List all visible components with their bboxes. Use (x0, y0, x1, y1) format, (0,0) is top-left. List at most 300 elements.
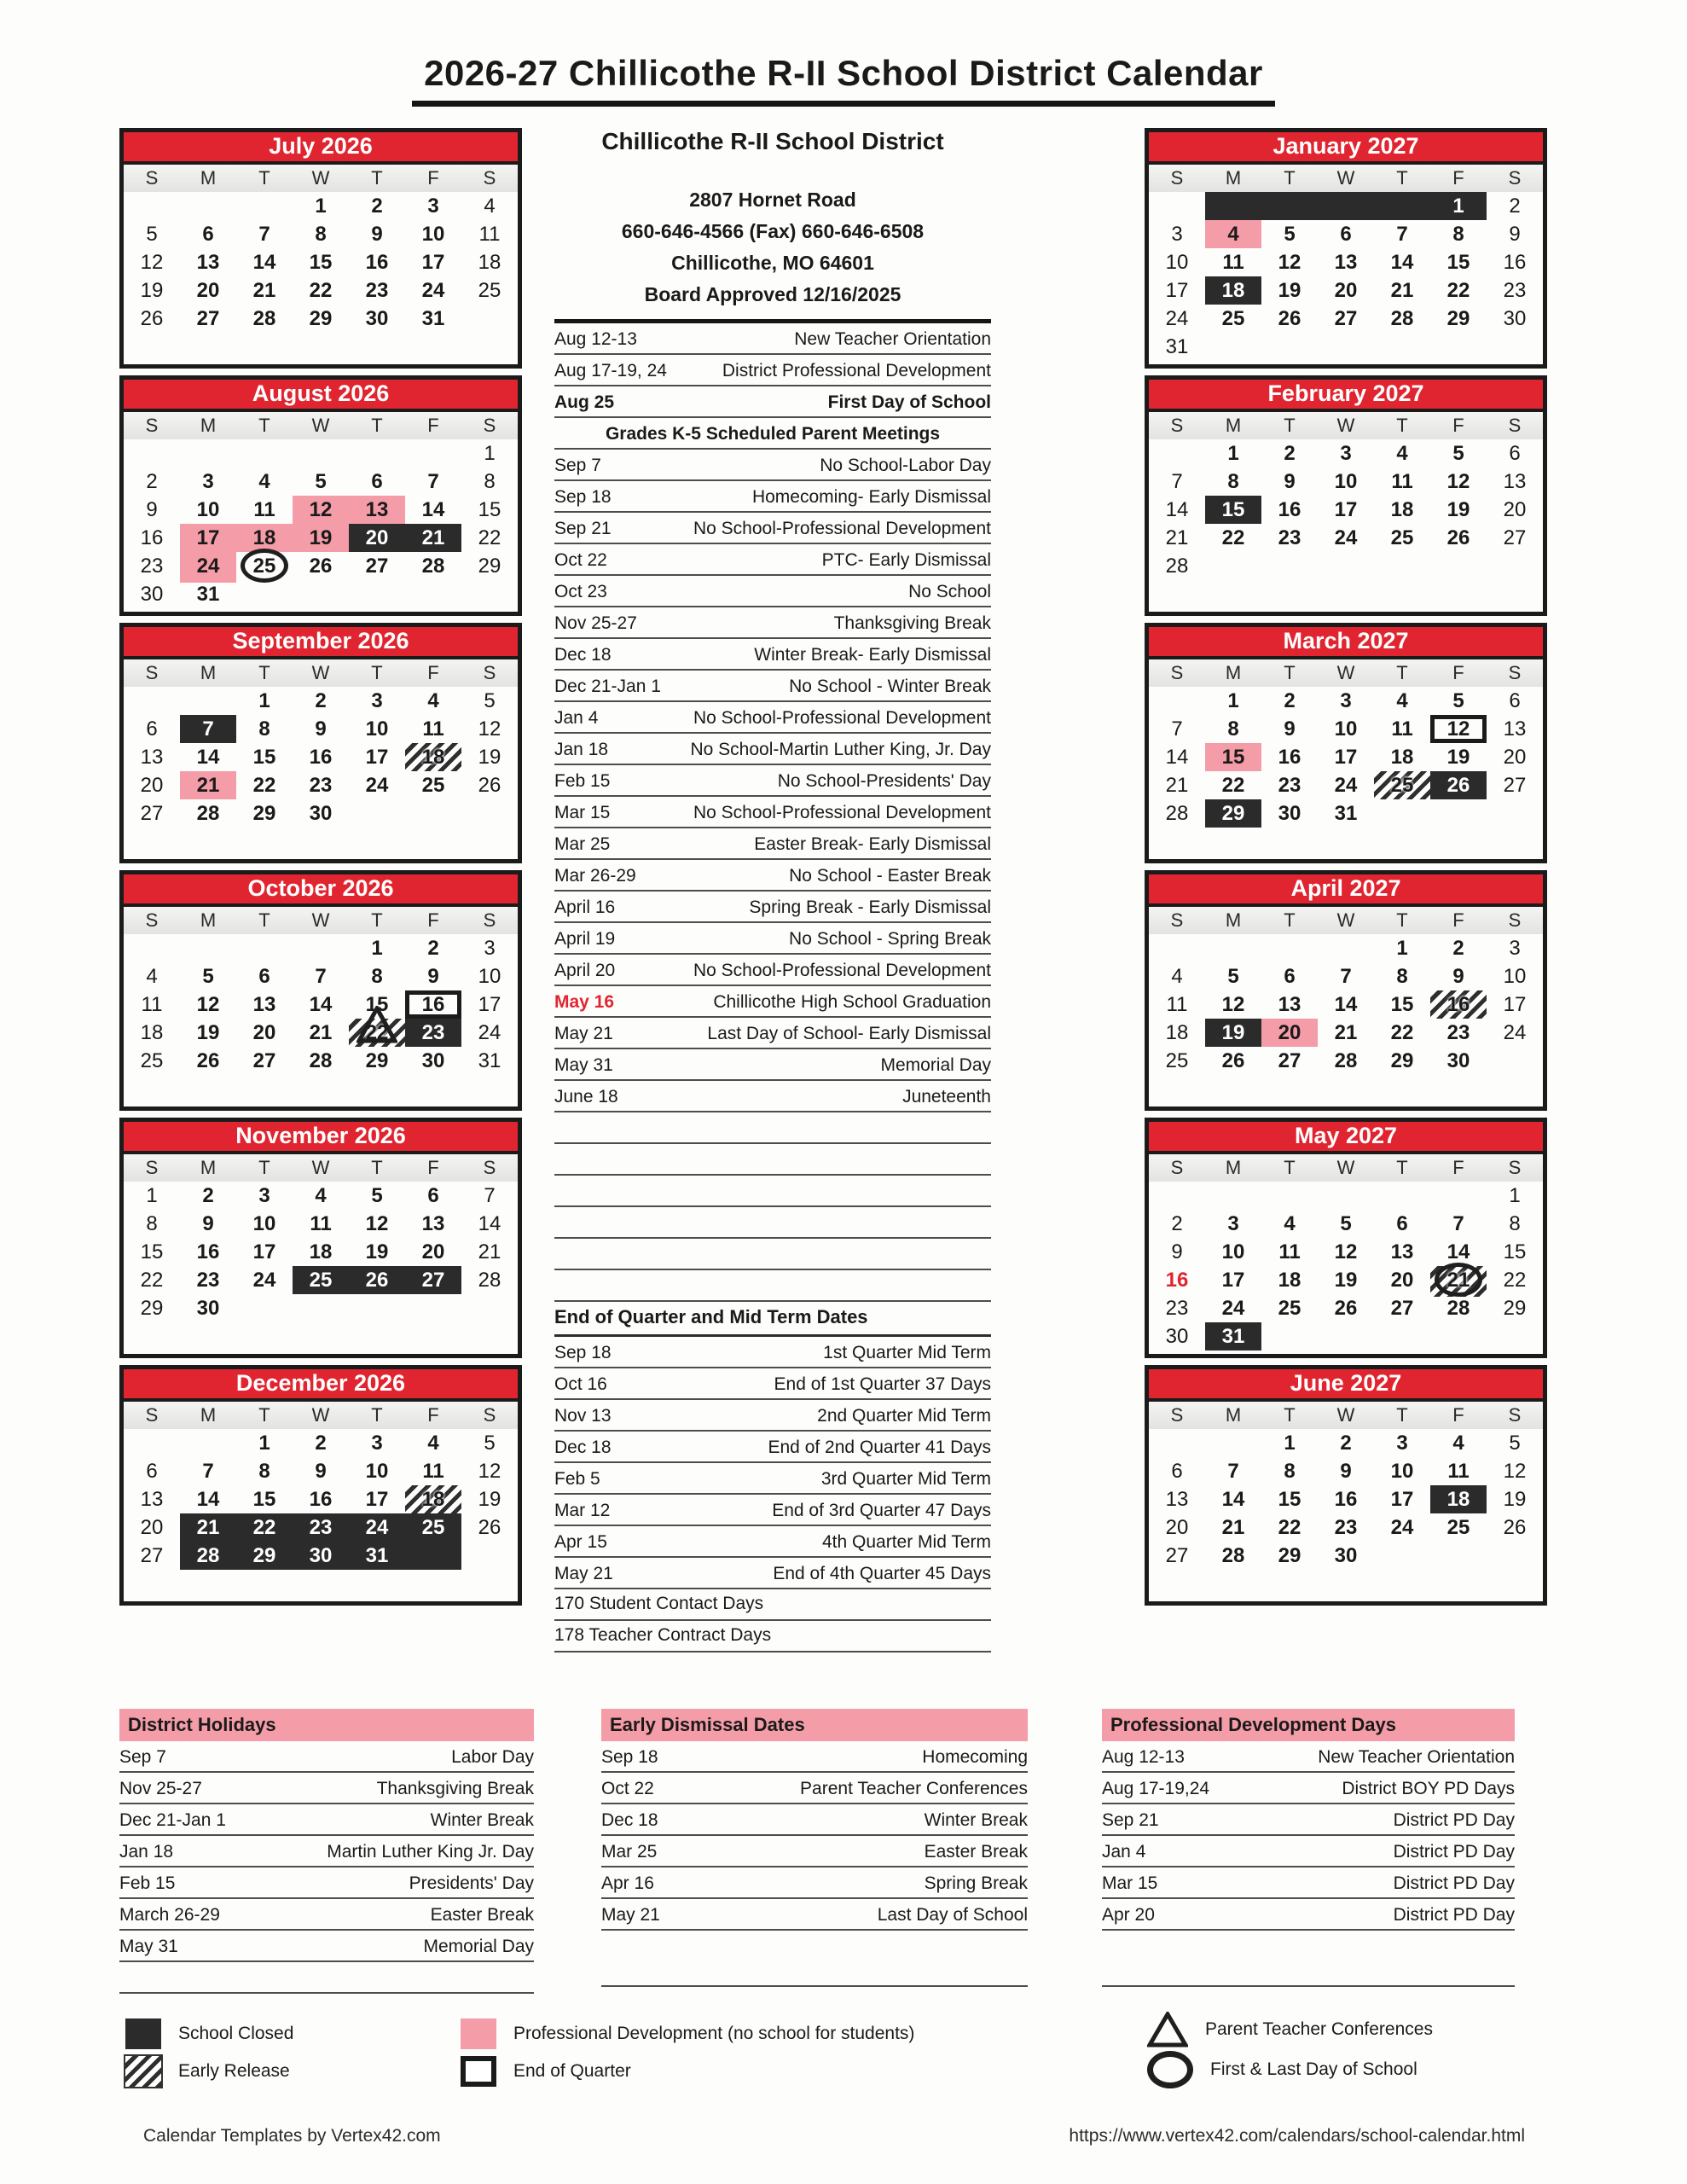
weekday-label: T (258, 1157, 270, 1178)
month-title: January 2027 (1149, 132, 1543, 165)
event-row (554, 513, 991, 544)
day-number: 3 (371, 1432, 383, 1455)
day-number: 21 (309, 1021, 333, 1044)
day-cell (1261, 333, 1318, 361)
event-date: April 19 (554, 929, 616, 949)
day-cell (236, 1570, 293, 1598)
weekday-label: T (371, 167, 383, 189)
day-number: 17 (1390, 1488, 1414, 1511)
week-row (1149, 333, 1543, 361)
first-last-day-oval-icon (1147, 2051, 1193, 2088)
event-description: No School - Winter Break (789, 677, 991, 696)
weekday-label: F (427, 1157, 439, 1178)
contact-days-totals (554, 1589, 991, 1653)
day-cell (349, 1513, 405, 1542)
day-cell (405, 524, 461, 552)
day-cell (236, 771, 293, 799)
week-row (124, 799, 518, 828)
day-cell (349, 192, 405, 220)
day-number: 29 (1503, 1297, 1527, 1320)
day-cell (1318, 1457, 1374, 1485)
event-row (554, 828, 991, 860)
day-cell (461, 192, 518, 220)
week-row (124, 1019, 518, 1047)
event-description: End of 3rd Quarter 47 Days (772, 1501, 991, 1520)
week-row (1149, 496, 1543, 524)
day-number: 25 (421, 774, 445, 797)
day-number: 23 (1334, 1516, 1358, 1539)
day-cell (1205, 828, 1261, 856)
day-cell (124, 524, 180, 552)
day-number: 22 (1390, 1021, 1414, 1044)
day-cell (1487, 1570, 1543, 1598)
event-date: Aug 25 (554, 392, 615, 412)
day-number: 7 (427, 470, 439, 493)
day-cell (1205, 1047, 1261, 1075)
day-number: 4 (315, 1184, 327, 1207)
event-row (1102, 1804, 1515, 1836)
day-number: 25 (1221, 307, 1245, 330)
day-cell (1430, 715, 1487, 743)
day-number: 10 (1221, 1240, 1245, 1263)
day-cell (293, 333, 349, 361)
day-cell (461, 524, 518, 552)
week-row (124, 1322, 518, 1350)
day-number: 24 (252, 1269, 276, 1292)
day-cell (293, 496, 349, 524)
event-row (554, 450, 991, 481)
month-title: June 2027 (1149, 1369, 1543, 1402)
day-number: 8 (258, 717, 270, 741)
week-row (1149, 771, 1543, 799)
week-row (1149, 552, 1543, 580)
event-description: Thanksgiving Break (833, 613, 991, 633)
month-calendar-march-2027 (1145, 623, 1547, 863)
day-cell (1430, 962, 1487, 990)
day-number: 15 (309, 251, 333, 274)
day-number: 12 (1446, 470, 1470, 493)
day-number: 15 (1221, 746, 1245, 769)
day-number: 17 (1334, 746, 1358, 769)
day-cell (1374, 1294, 1430, 1322)
day-number: 16 (1278, 498, 1301, 521)
month-title: November 2026 (124, 1122, 518, 1154)
event-row (554, 765, 991, 797)
day-cell (124, 192, 180, 220)
day-cell (1149, 934, 1205, 962)
weekday-label: S (483, 1404, 496, 1426)
day-cell (180, 580, 236, 608)
day-cell (293, 990, 349, 1019)
day-cell (1205, 276, 1261, 305)
event-date: Oct 22 (601, 1779, 654, 1798)
day-cell (1205, 962, 1261, 990)
day-cell (1261, 1485, 1318, 1513)
legend-professional-development (461, 2018, 914, 2049)
week-row (124, 771, 518, 799)
day-cell (1374, 1210, 1430, 1238)
weekday-label: S (145, 167, 159, 189)
weekday-label: W (311, 909, 330, 931)
event-description: Spring Break (924, 1873, 1028, 1893)
day-number: 22 (252, 774, 276, 797)
event-date: Jan 4 (554, 708, 599, 728)
day-number: 20 (365, 526, 389, 549)
event-row (554, 639, 991, 671)
event-date: Sep 21 (554, 519, 612, 538)
day-cell (405, 248, 461, 276)
day-number: 5 (1452, 689, 1464, 712)
day-cell (405, 828, 461, 856)
center-column (554, 128, 991, 1653)
event-date: Oct 23 (554, 582, 607, 601)
day-cell (1374, 524, 1430, 552)
event-description: No School-Professional Development (693, 708, 991, 728)
weekday-label: W (1336, 909, 1355, 931)
event-row (554, 481, 991, 513)
day-number: 12 (478, 1460, 501, 1483)
day-cell (1374, 934, 1430, 962)
day-number: 2 (1452, 937, 1464, 960)
day-cell (1205, 580, 1261, 608)
day-number: 9 (371, 223, 383, 246)
day-cell (349, 439, 405, 468)
day-cell (1487, 799, 1543, 828)
day-number: 14 (309, 993, 333, 1016)
week-row (124, 715, 518, 743)
day-number: 18 (421, 746, 445, 769)
day-cell (293, 580, 349, 608)
day-cell (1261, 248, 1318, 276)
day-number: 25 (478, 279, 501, 302)
day-cell (405, 1429, 461, 1457)
day-cell (461, 934, 518, 962)
day-cell (461, 1429, 518, 1457)
day-cell (405, 439, 461, 468)
week-row (1149, 1182, 1543, 1210)
day-cell (180, 962, 236, 990)
day-number: 18 (1221, 279, 1245, 302)
weekday-label: S (1170, 1157, 1184, 1178)
day-number: 16 (309, 1488, 333, 1511)
day-cell (1430, 1266, 1487, 1297)
month-calendar-september-2026 (119, 623, 522, 863)
day-number: 7 (1171, 470, 1183, 493)
day-cell (1487, 1238, 1543, 1266)
event-row (119, 1899, 534, 1931)
day-number: 2 (1284, 442, 1296, 465)
day-cell (1261, 1513, 1318, 1542)
day-cell (293, 1238, 349, 1266)
day-number: 30 (1503, 307, 1527, 330)
day-number: 4 (427, 1432, 439, 1455)
day-cell (293, 1570, 349, 1598)
event-date: May 31 (554, 1055, 613, 1075)
day-number: 28 (478, 1269, 501, 1292)
quarter-section-header: End of Quarter and Mid Term Dates (554, 1302, 991, 1337)
day-cell (1374, 1047, 1430, 1075)
day-cell (405, 580, 461, 608)
day-number: 11 (1391, 470, 1413, 493)
day-number: 14 (1165, 746, 1189, 769)
event-row (1102, 1836, 1515, 1867)
day-number: 17 (252, 1240, 276, 1263)
day-cell (1318, 1047, 1374, 1075)
day-cell (1487, 305, 1543, 333)
day-cell (1149, 1019, 1205, 1047)
weekday-label: F (427, 909, 439, 931)
day-cell (1261, 1266, 1318, 1297)
week-row (124, 1457, 518, 1485)
event-row (554, 607, 991, 639)
event-row (554, 860, 991, 892)
day-number: 19 (1334, 1269, 1358, 1292)
day-cell (1430, 1429, 1487, 1457)
week-row (1149, 962, 1543, 990)
day-number: 17 (1221, 1269, 1245, 1292)
day-cell (236, 496, 293, 524)
day-number: 23 (365, 279, 389, 302)
day-cell (1261, 580, 1318, 608)
day-number: 21 (196, 1516, 220, 1539)
day-cell (349, 743, 405, 771)
day-cell (1430, 1570, 1487, 1598)
day-number: 30 (309, 1544, 333, 1567)
week-row (1149, 1266, 1543, 1294)
day-cell (1430, 580, 1487, 608)
day-number: 20 (140, 774, 164, 797)
day-cell (405, 1019, 461, 1047)
day-number: 2 (315, 689, 327, 712)
day-cell (124, 248, 180, 276)
day-cell (1318, 687, 1374, 715)
footer-url: https://www.vertex42.com/calendars/school-calendar.html (1069, 2126, 1525, 2146)
day-cell (236, 962, 293, 990)
day-number: 29 (1446, 307, 1470, 330)
day-number: 10 (252, 1212, 276, 1235)
district-phone: 660-646-4566 (Fax) 660-646-6508 (621, 220, 925, 242)
event-description: Parent Teacher Conferences (800, 1779, 1028, 1798)
weekday-label: M (1225, 167, 1242, 189)
day-number: 24 (1390, 1516, 1414, 1539)
day-cell (1318, 1485, 1374, 1513)
day-number: 20 (252, 1021, 276, 1044)
day-cell (180, 828, 236, 856)
key-dates-table (554, 323, 991, 1302)
day-number: 17 (421, 251, 445, 274)
week-row (1149, 468, 1543, 496)
day-cell (1205, 552, 1261, 580)
weekday-label: S (145, 1404, 159, 1426)
day-cell (461, 468, 518, 496)
ptc-triangle-icon (357, 1006, 397, 1043)
day-number: 5 (1509, 1432, 1521, 1455)
day-number: 15 (365, 993, 389, 1016)
day-cell (293, 220, 349, 248)
day-number: 15 (478, 498, 501, 521)
day-cell (1430, 1322, 1487, 1350)
day-cell (405, 276, 461, 305)
day-cell (1318, 552, 1374, 580)
event-row (1102, 1741, 1515, 1773)
week-row (1149, 715, 1543, 743)
day-number: 7 (1340, 965, 1352, 988)
day-cell (236, 1047, 293, 1075)
day-cell (1205, 1542, 1261, 1570)
day-cell (1205, 799, 1261, 828)
day-number: 15 (252, 1488, 276, 1511)
day-number: 18 (478, 251, 501, 274)
day-cell (349, 1485, 405, 1513)
day-cell (1261, 934, 1318, 962)
day-cell (1487, 496, 1543, 524)
day-number: 15 (1503, 1240, 1527, 1263)
day-number: 13 (140, 746, 164, 769)
day-number: 30 (1334, 1544, 1358, 1567)
day-number: 3 (202, 470, 214, 493)
day-cell (124, 1182, 180, 1210)
day-number: 28 (1165, 802, 1189, 825)
month-calendar-july-2026 (119, 128, 522, 369)
weekday-label: W (1336, 415, 1355, 436)
weekday-label: T (258, 662, 270, 683)
day-number: 30 (1446, 1049, 1470, 1072)
event-date: Sep 21 (1102, 1810, 1159, 1830)
day-cell (1149, 1182, 1205, 1210)
day-cell (1318, 580, 1374, 608)
weekday-label: S (1508, 1157, 1522, 1178)
day-cell (1374, 305, 1430, 333)
weekday-label: F (1452, 662, 1464, 683)
day-cell (405, 220, 461, 248)
day-number: 25 (241, 549, 288, 583)
day-number: 4 (146, 965, 158, 988)
week-row (124, 934, 518, 962)
day-number: 6 (1509, 689, 1521, 712)
day-number: 19 (309, 526, 333, 549)
day-cell (1205, 1182, 1261, 1210)
day-number: 29 (1221, 802, 1245, 825)
day-number: 27 (140, 1544, 164, 1567)
day-cell (1374, 1570, 1430, 1598)
day-number: 29 (309, 307, 333, 330)
day-cell (1318, 1322, 1374, 1350)
day-number: 26 (1334, 1297, 1358, 1320)
week-row (1149, 192, 1543, 220)
day-cell (1374, 496, 1430, 524)
day-cell (349, 1238, 405, 1266)
event-row (119, 1836, 534, 1867)
week-row (124, 828, 518, 856)
day-cell (1261, 828, 1318, 856)
board-approved: Board Approved 12/16/2025 (644, 283, 901, 305)
day-cell (349, 1266, 405, 1294)
day-cell (293, 1047, 349, 1075)
week-row (1149, 799, 1543, 828)
day-cell (1374, 552, 1430, 580)
day-number: 11 (422, 717, 444, 741)
day-cell (180, 1075, 236, 1103)
day-cell (405, 715, 461, 743)
day-number: 22 (1221, 526, 1245, 549)
district-city: Chillicothe, MO 64601 (671, 252, 874, 274)
day-cell (1318, 468, 1374, 496)
day-number: 12 (1221, 993, 1245, 1016)
week-row (1149, 1238, 1543, 1266)
day-number: 1 (1227, 442, 1239, 465)
district-holidays-section (119, 1709, 534, 1994)
day-number: 14 (421, 498, 445, 521)
weekday-label: W (1336, 167, 1355, 189)
day-cell (1374, 1322, 1430, 1350)
event-description: Winter Break (924, 1810, 1028, 1830)
day-cell (293, 248, 349, 276)
event-date: Apr 15 (554, 1532, 607, 1552)
day-number: 22 (478, 526, 501, 549)
day-cell (1149, 580, 1205, 608)
day-cell (405, 799, 461, 828)
day-number: 23 (1278, 774, 1301, 797)
weekday-label: F (1452, 909, 1464, 931)
day-cell (293, 305, 349, 333)
day-number: 20 (140, 1516, 164, 1539)
event-row (554, 1432, 991, 1463)
day-number: 25 (421, 1516, 445, 1539)
weekday-label: W (311, 415, 330, 436)
event-row (554, 955, 991, 986)
event-row (554, 1368, 991, 1400)
day-cell (461, 1182, 518, 1210)
day-cell (1374, 1238, 1430, 1266)
week-row (1149, 1542, 1543, 1570)
school-closed-swatch-icon (125, 2018, 161, 2049)
day-cell (405, 1513, 461, 1542)
event-row (554, 1463, 991, 1495)
blank-row (554, 1239, 991, 1270)
day-number: 2 (1509, 195, 1521, 218)
day-cell (405, 1322, 461, 1350)
day-number: 5 (315, 470, 327, 493)
day-number: 13 (140, 1488, 164, 1511)
event-description: End of 2nd Quarter 41 Days (768, 1438, 991, 1457)
day-cell (1149, 1075, 1205, 1103)
day-cell (1318, 524, 1374, 552)
weekday-header-row (124, 907, 518, 934)
day-cell (1374, 333, 1430, 361)
day-number: 29 (252, 1544, 276, 1567)
day-number: 2 (202, 1184, 214, 1207)
week-row (124, 1210, 518, 1238)
ptc-triangle-icon (1147, 2012, 1188, 2048)
weekday-label: T (1284, 415, 1296, 436)
legend-label: School Closed (178, 2024, 294, 2043)
day-number: 8 (146, 1212, 158, 1235)
day-cell (293, 524, 349, 552)
day-cell (1487, 1513, 1543, 1542)
day-number: 4 (427, 689, 439, 712)
event-date: Sep 18 (601, 1747, 658, 1767)
weekday-label: T (371, 909, 383, 931)
day-number: 29 (140, 1297, 164, 1320)
day-number: 7 (1396, 223, 1408, 246)
month-calendar-april-2027 (1145, 870, 1547, 1111)
day-cell (1430, 1019, 1487, 1047)
day-number: 18 (1446, 1488, 1470, 1511)
day-number: 3 (1227, 1212, 1239, 1235)
day-cell (1430, 771, 1487, 799)
weekday-label: T (258, 415, 270, 436)
event-description: Memorial Day (423, 1937, 534, 1956)
